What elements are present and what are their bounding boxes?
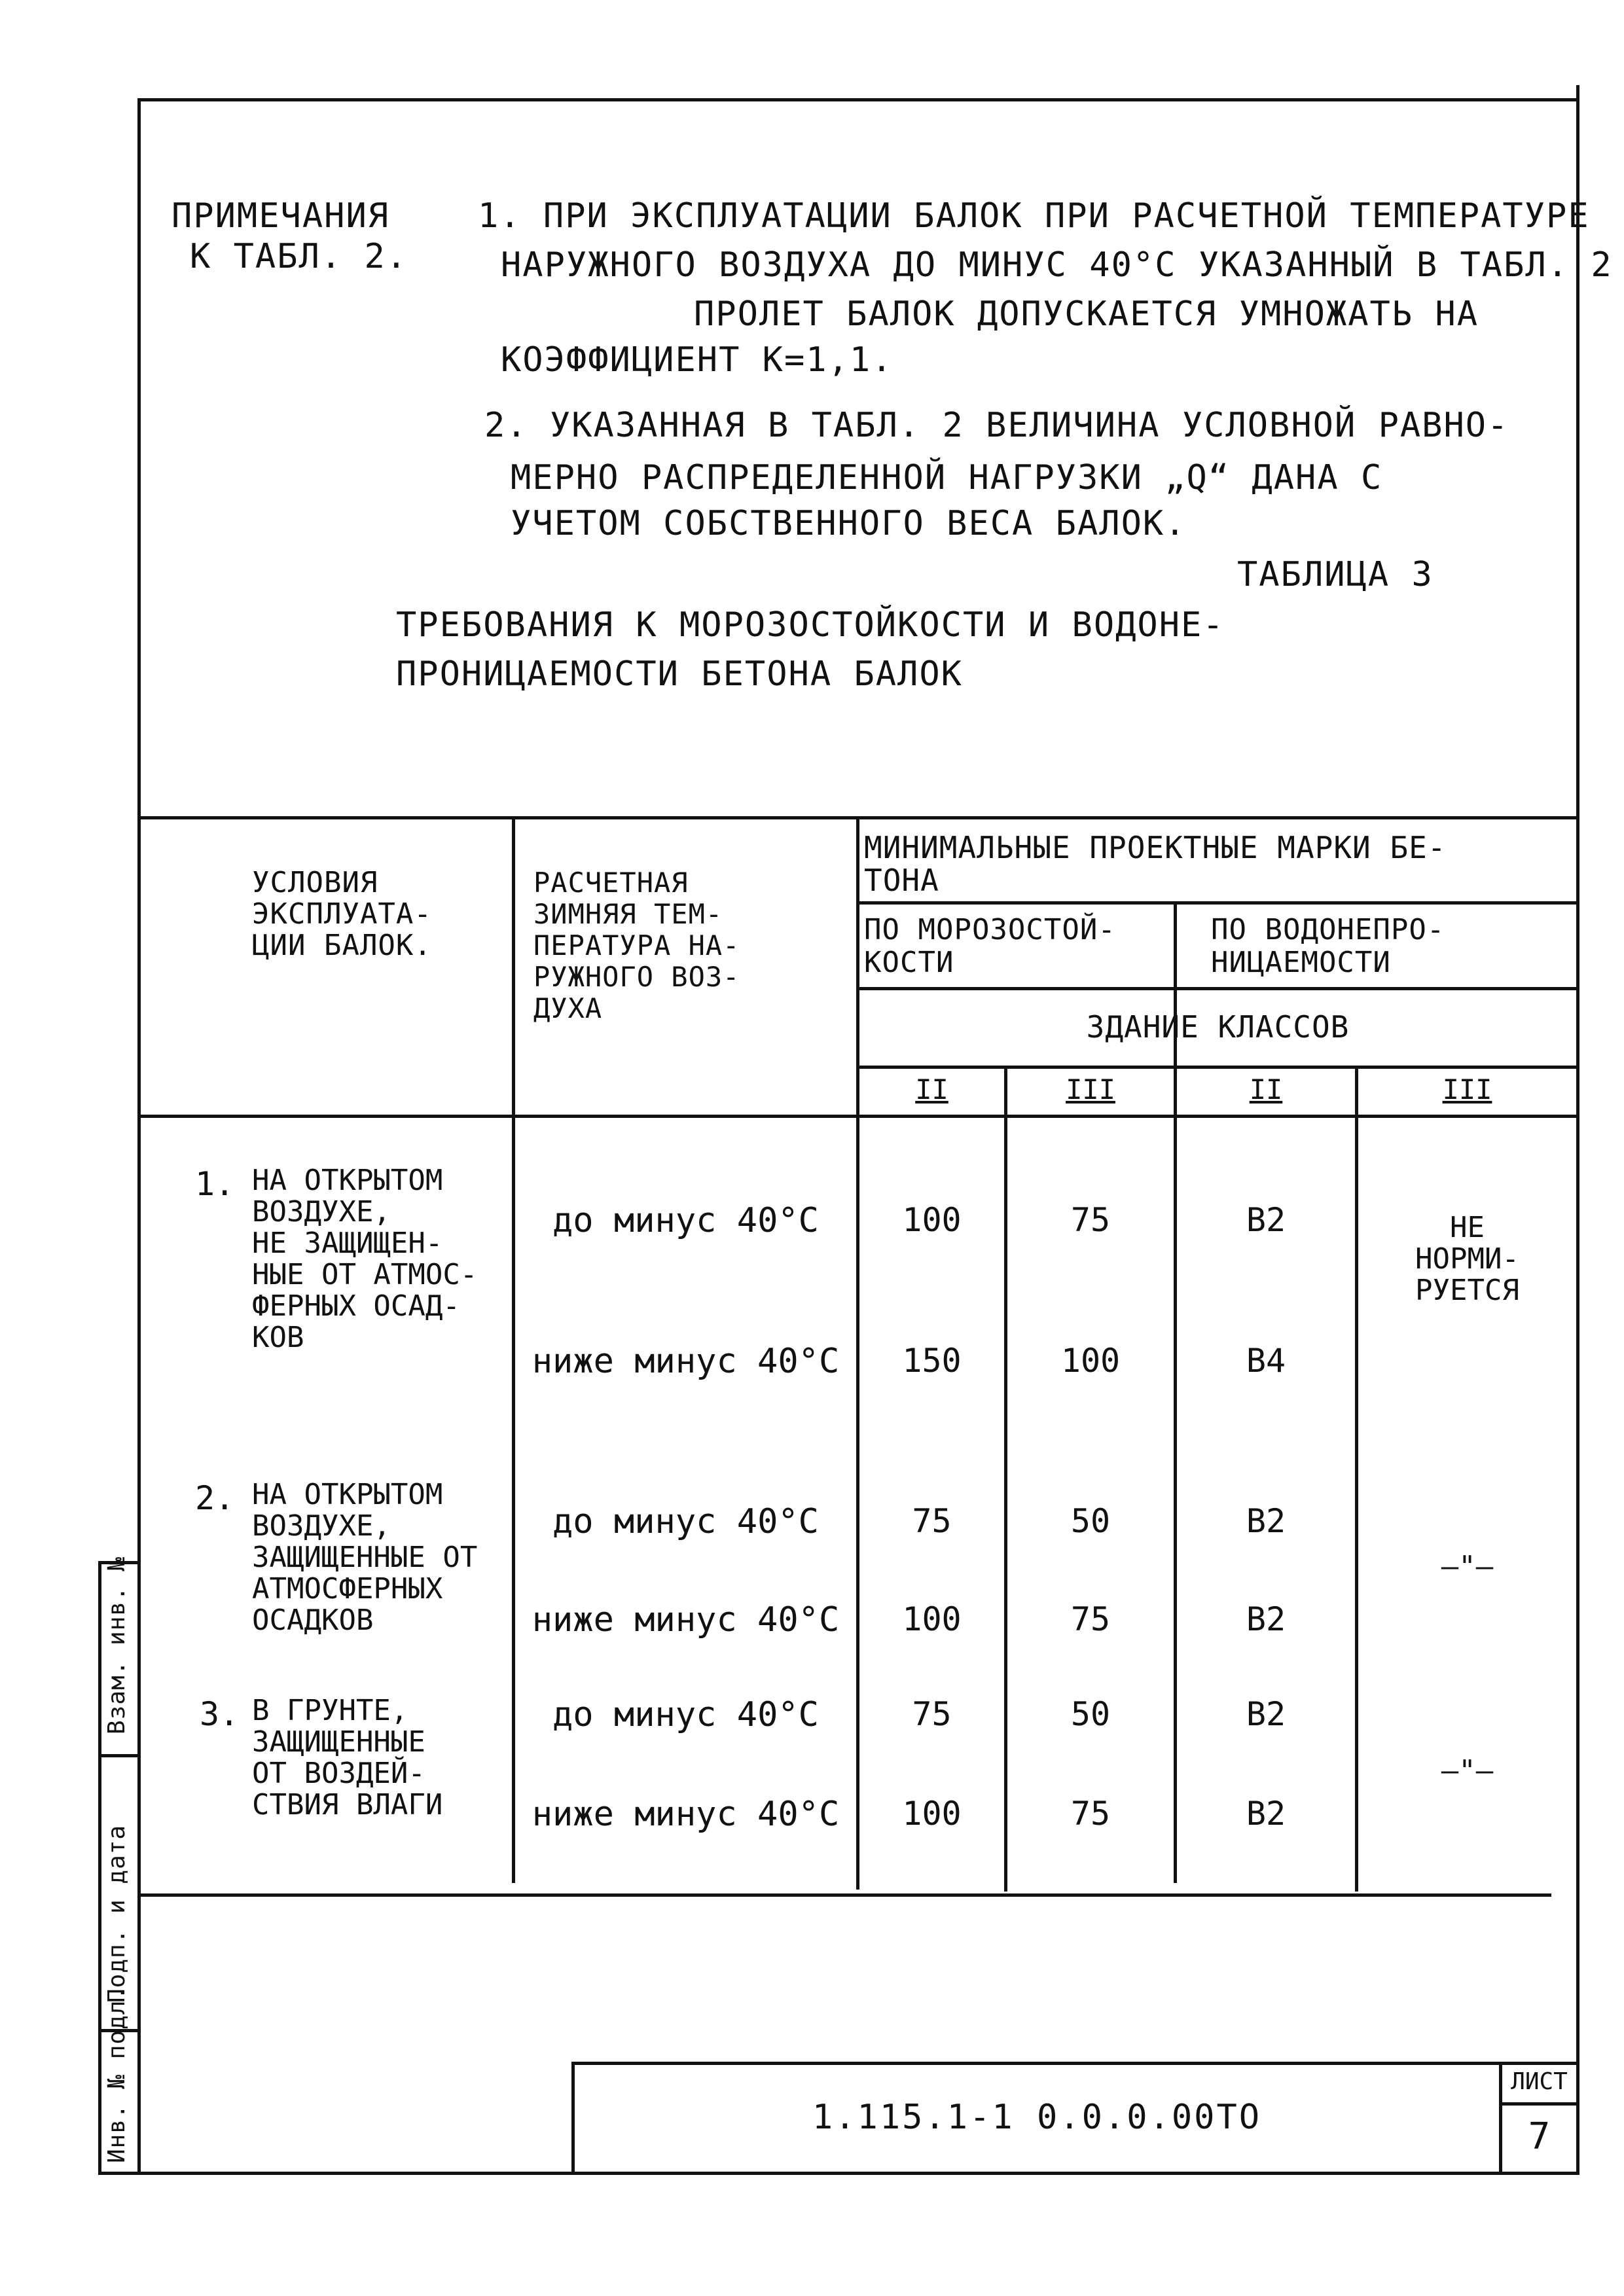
frost-iii-cell: 75 xyxy=(1070,1600,1111,1638)
stamp-doc-code-cell xyxy=(575,2098,1499,2137)
header-class-iii-frost-cell xyxy=(1007,1073,1174,1105)
stamp-doc-code: 1.115.1-1 0.0.0.00ТО xyxy=(812,2098,1262,2137)
header-class-ii-frost: II xyxy=(915,1073,948,1105)
frost-ii-cell: 75 xyxy=(912,1695,952,1733)
water-ii-cell: В4 xyxy=(1246,1342,1286,1380)
water-ii-cell: В2 xyxy=(1246,1201,1286,1239)
header-conditions: УСЛОВИЯ ЭКСПЛУАТА- ЦИИ БАЛОК. xyxy=(252,866,432,962)
table-line-under-building-classes xyxy=(856,1066,1579,1069)
table-number: ТАБЛИЦА 3 xyxy=(1237,555,1434,594)
temp-cell: до минус 40°С xyxy=(552,1502,819,1541)
group3-condition: В ГРУНТЕ, ЗАЩИЩЕННЫЕ ОТ ВОЗДЕЙ- СТВИЯ ВЛАГИ xyxy=(252,1694,443,1821)
frame-left-line xyxy=(137,98,141,2173)
water-ii-cell: В2 xyxy=(1246,1600,1286,1638)
frost-iii-cell: 50 xyxy=(1070,1502,1111,1540)
note1-line3: ПРОЛЕТ БАЛОК ДОПУСКАЕТСЯ УМНОЖАТЬ НА xyxy=(694,295,1479,334)
water-ii-cell: В2 xyxy=(1246,1502,1286,1540)
frame-top-line xyxy=(137,98,1579,101)
frost-iii-cell: 75 xyxy=(1070,1201,1111,1239)
temp-cell: ниже минус 40°С xyxy=(532,1600,840,1640)
group1-number: 1. xyxy=(195,1165,235,1203)
stamp-top-line xyxy=(571,2062,1579,2065)
header-class-iii-water: III xyxy=(1442,1073,1492,1105)
group1-water-iii-note: НЕ НОРМИ- РУЕТСЯ xyxy=(1415,1211,1519,1307)
side-strip-left-line xyxy=(98,1561,101,2175)
frost-iii-cell: 100 xyxy=(1060,1342,1121,1380)
notes-label-line1: ПРИМЕЧАНИЯ xyxy=(171,196,390,236)
notes-label-line2: К ТАБЛ. 2. xyxy=(190,237,408,276)
table-line-under-frost-water xyxy=(856,987,1579,990)
stamp-sheet-label-cell xyxy=(1502,2068,1576,2095)
header-class-iii-water-cell xyxy=(1358,1073,1576,1105)
side-label-vzam-inv: Взам. инв. № xyxy=(103,1556,130,1734)
header-building-classes: ЗДАНИЕ КЛАССОВ xyxy=(1086,1009,1350,1045)
water-ii-cell: В2 xyxy=(1246,1795,1286,1833)
frame-bottom-line xyxy=(98,2172,1579,2175)
header-temperature: РАСЧЕТНАЯ ЗИМНЯЯ ТЕМ- ПЕРАТУРА НА- РУЖНОГО ВОЗ- ДУХА xyxy=(533,867,740,1024)
group2-water-iii-note-cell xyxy=(1358,1550,1576,1583)
header-class-iii-frost: III xyxy=(1066,1073,1115,1105)
group1-condition: НА ОТКРЫТОМ ВОЗДУХЕ, НЕ ЗАЩИЩЕН- НЫЕ ОТ АТМОС- ФЕРНЫХ ОСАД- КОВ xyxy=(252,1164,478,1354)
note1-line2: НАРУЖНОГО ВОЗДУХА ДО МИНУС 40°С УКАЗАННЫЙ В ТАБЛ. 2 xyxy=(501,245,1613,285)
stamp-sheet-number-cell xyxy=(1502,2115,1576,2158)
water-ii-cell: В2 xyxy=(1246,1695,1286,1733)
frost-iii-cell: 75 xyxy=(1070,1795,1111,1833)
group2-condition: НА ОТКРЫТОМ ВОЗДУХЕ, ЗАЩИЩЕННЫЕ ОТ АТМОСФЕРНЫХ ОСАДКОВ xyxy=(252,1478,478,1637)
table-col-divider-frost-iii xyxy=(1004,1066,1007,1892)
stamp-sheet-label-line xyxy=(1499,2102,1579,2106)
group2-number: 2. xyxy=(195,1479,235,1517)
temp-cell: ниже минус 40°С xyxy=(532,1342,840,1381)
group3-water-iii-note: –"– xyxy=(1441,1754,1494,1787)
table-title-line2: ПРОНИЦАЕМОСТИ БЕТОНА БАЛОК xyxy=(396,655,963,694)
note2-line1: 2. УКАЗАННАЯ В ТАБЛ. 2 ВЕЛИЧИНА УСЛОВНОЙ РАВНО- xyxy=(484,406,1509,445)
temp-cell: ниже минус 40°С xyxy=(532,1795,840,1834)
table-bottom-line xyxy=(137,1893,1551,1897)
frame-right-line xyxy=(1576,85,1579,2173)
note1-line1: 1. ПРИ ЭКСПЛУАТАЦИИ БАЛОК ПРИ РАСЧЕТНОЙ ТЕМПЕРАТУРЕ xyxy=(478,196,1590,236)
side-label-podp-data: Подп. и дата xyxy=(103,1824,130,2003)
header-class-ii-water-cell xyxy=(1177,1073,1355,1105)
frost-ii-cell: 75 xyxy=(912,1502,952,1540)
header-class-ii-frost-cell xyxy=(859,1073,1004,1105)
header-water: ПО ВОДОНЕПРО- НИЦАЕМОСТИ xyxy=(1211,913,1445,979)
stamp-sheet-number: 7 xyxy=(1528,2115,1551,2158)
frost-ii-cell: 100 xyxy=(902,1600,962,1638)
temp-cell: до минус 40°С xyxy=(552,1201,819,1240)
group3-number: 3. xyxy=(200,1695,240,1733)
temp-cell: до минус 40°С xyxy=(552,1695,819,1734)
side-label-inv-podl: Инв. № подл. xyxy=(103,1984,130,2163)
note2-line2: МЕРНО РАСПРЕДЕЛЕННОЙ НАГРУЗКИ „Q“ ДАНА С xyxy=(511,458,1383,497)
stamp-sheet-label: ЛИСТ xyxy=(1511,2068,1568,2095)
group3-water-iii-note-cell xyxy=(1358,1754,1576,1787)
side-strip-divider-2 xyxy=(98,1754,139,1757)
header-min-grades: МИНИМАЛЬНЫЕ ПРОЕКТНЫЕ МАРКИ БЕ- ТОНА xyxy=(864,830,1447,898)
note1-line4: КОЭФФИЦИЕНТ К=1,1. xyxy=(501,340,893,380)
header-class-ii-water: II xyxy=(1249,1073,1283,1105)
header-frost: ПО МОРОЗОСТОЙ- КОСТИ xyxy=(864,913,1116,979)
table-line-under-min-grades xyxy=(856,901,1579,905)
table-title-line1: ТРЕБОВАНИЯ К МОРОЗОСТОЙКОСТИ И ВОДОНЕ- xyxy=(396,605,1225,645)
table-col-divider-frost-water xyxy=(1174,901,1177,1883)
frost-ii-cell: 100 xyxy=(902,1795,962,1833)
note2-line3: УЧЕТОМ СОБСТВЕННОГО ВЕСА БАЛОК. xyxy=(511,504,1187,543)
frost-iii-cell: 50 xyxy=(1070,1695,1111,1733)
frost-ii-cell: 150 xyxy=(902,1342,962,1380)
group2-water-iii-note: –"– xyxy=(1441,1550,1494,1583)
frost-ii-cell: 100 xyxy=(902,1201,962,1239)
